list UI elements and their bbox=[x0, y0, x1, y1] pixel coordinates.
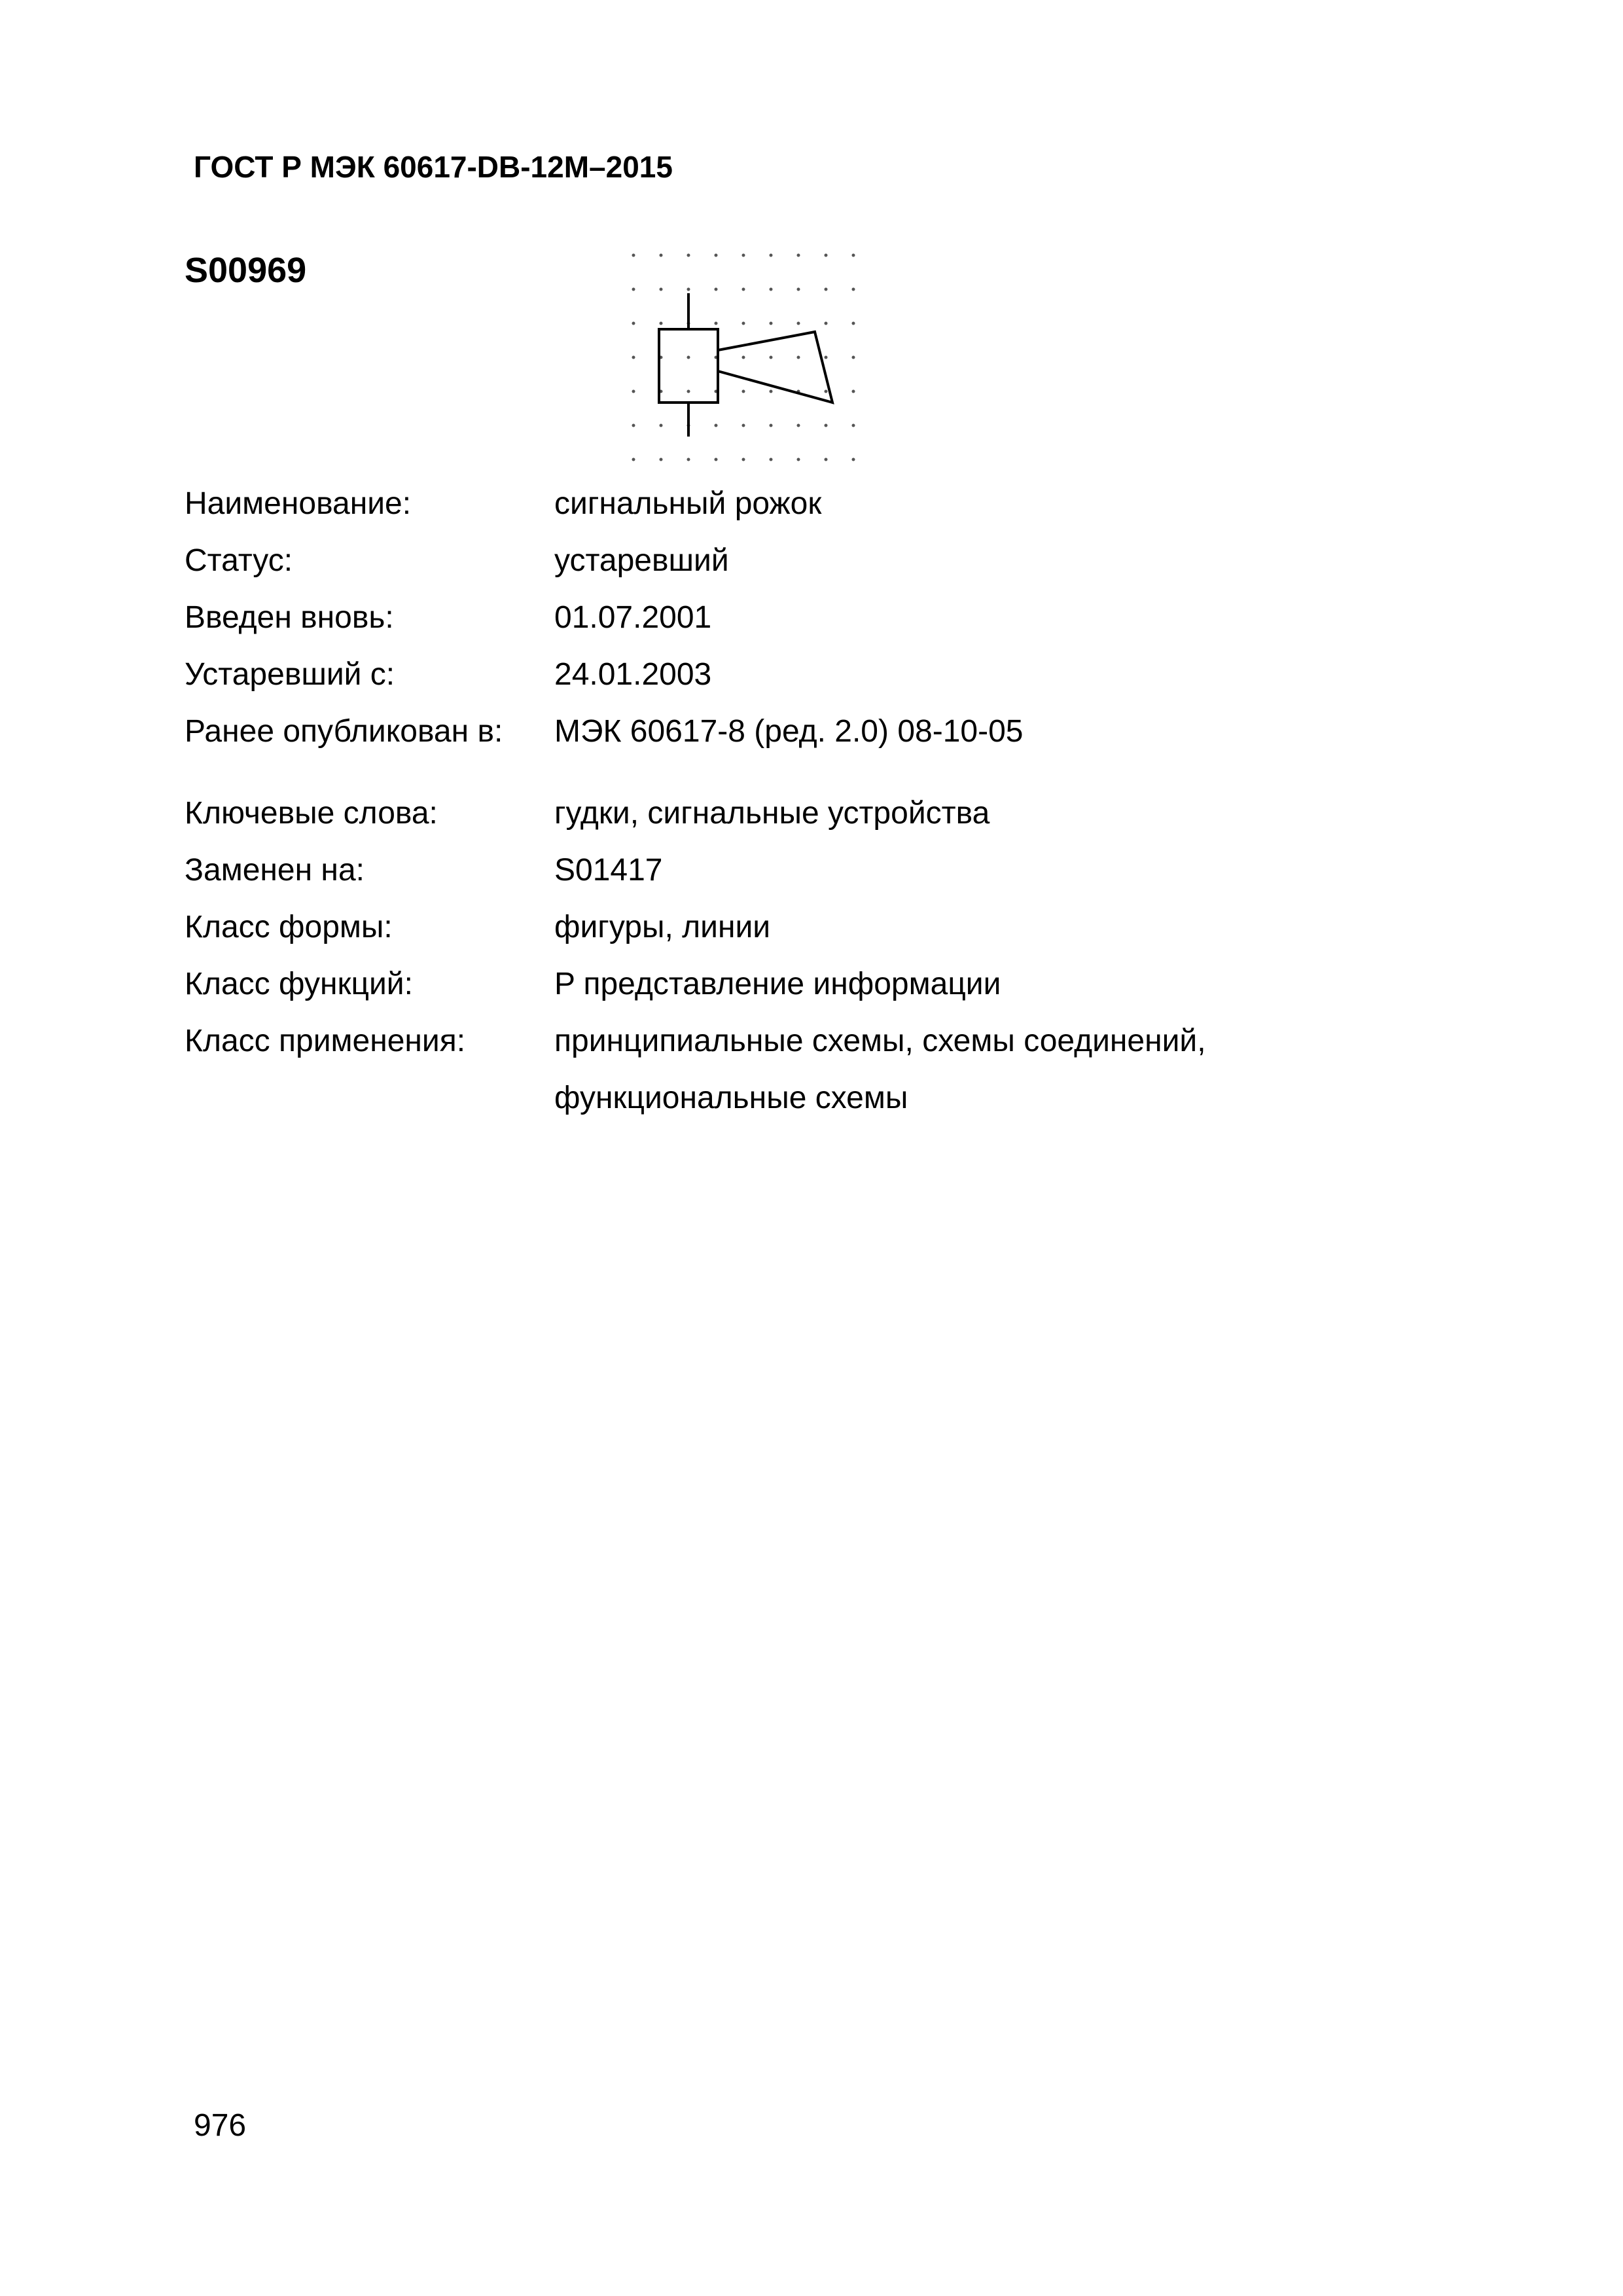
grid-dot bbox=[660, 288, 663, 291]
property-value: P представление информации bbox=[554, 967, 1001, 1001]
grid-dot bbox=[715, 254, 718, 257]
grid-dot bbox=[632, 254, 635, 257]
grid-dot bbox=[742, 356, 745, 359]
property-row bbox=[185, 956, 1493, 1013]
grid-dot bbox=[660, 254, 663, 257]
property-label bbox=[185, 1069, 554, 1126]
property-row bbox=[185, 1013, 1493, 1069]
grid-dot bbox=[852, 322, 855, 325]
property-value: гудки, сигнальные устройства bbox=[554, 796, 990, 831]
grid-dot bbox=[770, 458, 773, 461]
grid-dot bbox=[687, 356, 690, 359]
grid-dot bbox=[825, 458, 828, 461]
grid-dot bbox=[797, 458, 800, 461]
grid-dot bbox=[687, 254, 690, 257]
property-label: Наименование: bbox=[185, 486, 412, 521]
grid-dot bbox=[715, 322, 718, 325]
grid-dot bbox=[660, 322, 663, 325]
document-header: ГОСТ Р МЭК 60617-DB-12M–2015 bbox=[194, 150, 673, 184]
property-value: МЭК 60617-8 (ред. 2.0) 08-10-05 bbox=[554, 714, 1024, 749]
grid-dot bbox=[797, 424, 800, 427]
grid-dot bbox=[660, 424, 663, 427]
grid-dot bbox=[770, 424, 773, 427]
grid-dot bbox=[852, 390, 855, 393]
property-value: 24.01.2003 bbox=[554, 657, 712, 692]
grid-dot bbox=[825, 288, 828, 291]
property-row bbox=[185, 703, 1493, 760]
grid-dot bbox=[852, 424, 855, 427]
grid-dot bbox=[687, 458, 690, 461]
grid-dot bbox=[797, 356, 800, 359]
property-value: устаревший bbox=[554, 543, 729, 578]
property-label: Класс применения: bbox=[185, 1024, 466, 1058]
grid-dot bbox=[852, 458, 855, 461]
grid-dot bbox=[825, 424, 828, 427]
property-row bbox=[185, 646, 1493, 703]
grid-dot bbox=[770, 356, 773, 359]
grid-dot bbox=[852, 356, 855, 359]
property-value: фигуры, линии bbox=[554, 910, 771, 944]
grid-dot bbox=[852, 254, 855, 257]
property-label: Статус: bbox=[185, 543, 293, 578]
property-value: функциональные схемы bbox=[554, 1081, 908, 1115]
symbol-code: S00969 bbox=[185, 251, 307, 290]
property-label: Устаревший с: bbox=[185, 657, 395, 692]
property-label: Ключевые слова: bbox=[185, 796, 438, 831]
grid-dot bbox=[770, 322, 773, 325]
grid-dot bbox=[715, 424, 718, 427]
grid-dot bbox=[687, 288, 690, 291]
property-row bbox=[185, 785, 1493, 842]
property-row bbox=[185, 589, 1493, 646]
grid-dot bbox=[687, 390, 690, 393]
grid-dot bbox=[825, 254, 828, 257]
property-row bbox=[185, 475, 1493, 532]
grid-dot bbox=[742, 458, 745, 461]
property-value: сигнальный рожок bbox=[554, 486, 822, 521]
property-row bbox=[185, 899, 1493, 956]
property-row bbox=[185, 842, 1493, 899]
horn-drawing bbox=[659, 293, 832, 437]
grid-dot bbox=[770, 390, 773, 393]
signal-horn-symbol bbox=[615, 242, 903, 484]
property-label: Класс формы: bbox=[185, 910, 393, 944]
property-value: S01417 bbox=[554, 853, 663, 888]
property-row bbox=[185, 532, 1493, 589]
property-value: принципиальные схемы, схемы соединений, bbox=[554, 1024, 1206, 1058]
grid-dot bbox=[825, 356, 828, 359]
grid-dot bbox=[825, 390, 828, 393]
grid-dot bbox=[632, 390, 635, 393]
property-row bbox=[185, 1069, 1493, 1126]
grid-dot bbox=[742, 390, 745, 393]
grid-dot bbox=[715, 288, 718, 291]
grid-dot bbox=[770, 288, 773, 291]
property-label: Заменен на: bbox=[185, 853, 365, 888]
grid-dot bbox=[797, 254, 800, 257]
grid-dot bbox=[632, 424, 635, 427]
grid-dot bbox=[742, 322, 745, 325]
grid-dot bbox=[852, 288, 855, 291]
grid-dot bbox=[797, 322, 800, 325]
grid-dot bbox=[715, 458, 718, 461]
grid-dot bbox=[742, 424, 745, 427]
page-number: 976 bbox=[194, 2108, 247, 2143]
property-label: Введен вновь: bbox=[185, 600, 394, 635]
property-label: Ранее опубликован в: bbox=[185, 714, 503, 749]
properties-list bbox=[185, 475, 1493, 1126]
grid-dot bbox=[632, 322, 635, 325]
grid-dot bbox=[660, 458, 663, 461]
grid-dot bbox=[825, 322, 828, 325]
grid-dot bbox=[632, 356, 635, 359]
grid-dot bbox=[797, 288, 800, 291]
horn-trumpet-shape bbox=[718, 332, 832, 403]
property-label: Класс функций: bbox=[185, 967, 413, 1001]
grid-dot bbox=[770, 254, 773, 257]
property-value: 01.07.2001 bbox=[554, 600, 712, 635]
grid-dot bbox=[632, 458, 635, 461]
grid-dot bbox=[742, 254, 745, 257]
grid-dot bbox=[632, 288, 635, 291]
grid-dot bbox=[742, 288, 745, 291]
